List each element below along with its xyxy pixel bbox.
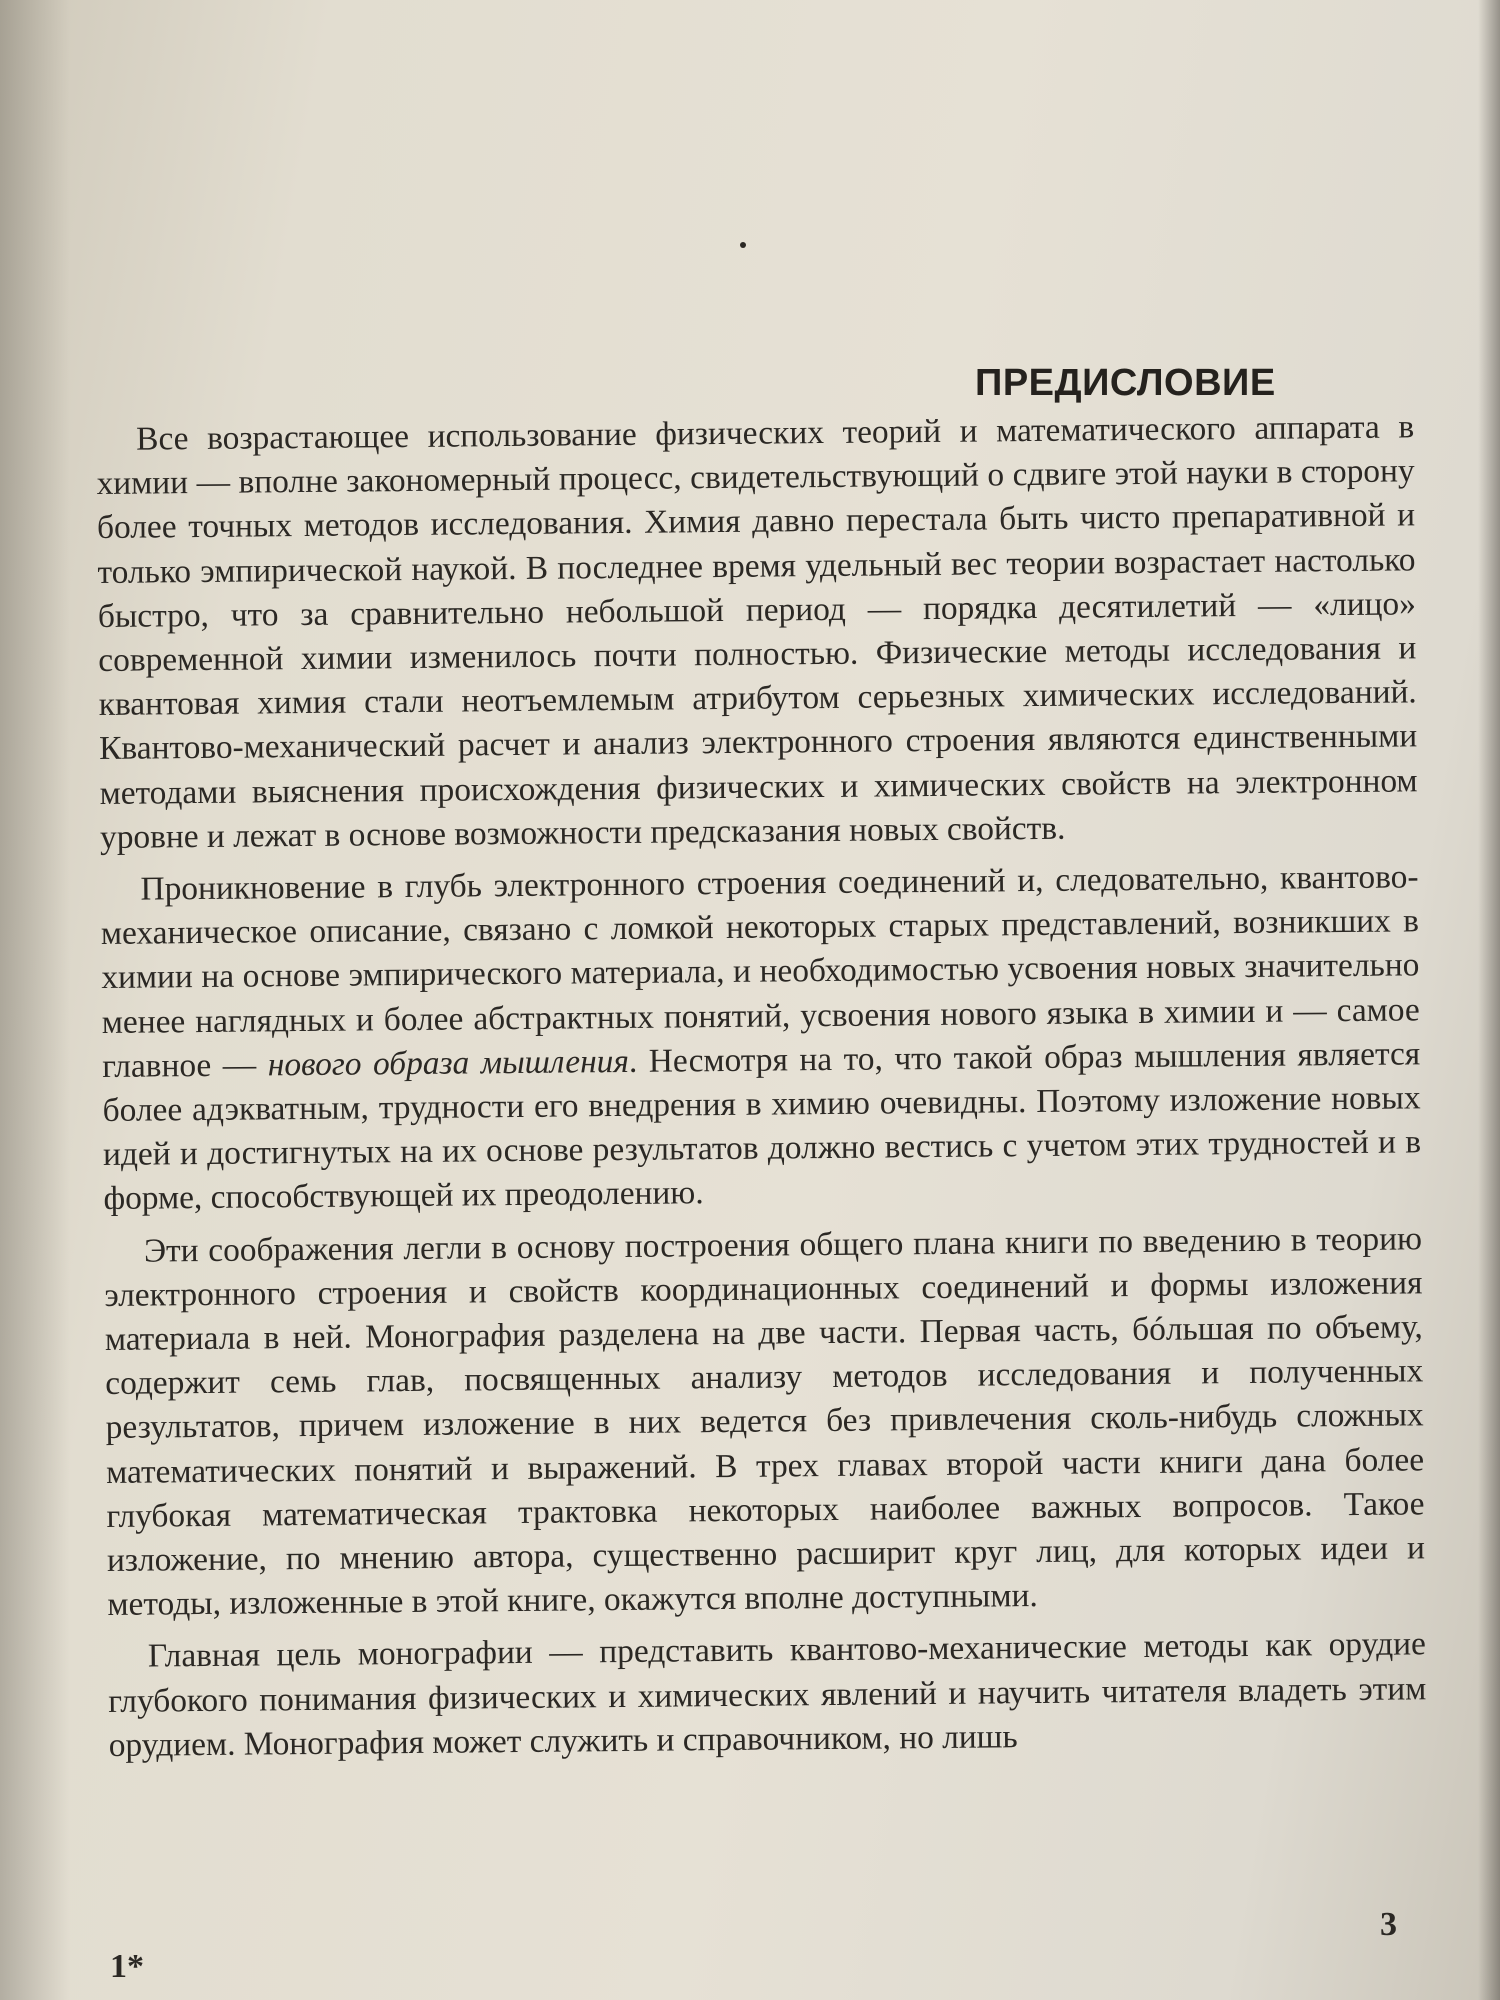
paragraph-1: Все возрастающее использование физических теорий и математического аппарата в химии — вполне закономерный процесс, свидетельствующий о сдвиге этой науки в сторону более точных методов исследования. Химия давно перестала быть чисто препаративной и только эмпирической наукой. В последнее время удельный вес теории возрастает настолько быстро, что за сравнительно небольшой период — порядка десятилетий — «лицо» современной химии изменилось почти полностью. Физические методы исследования и квантовая химия стали неотъемлемым атрибутом серьезных химических исследований. Квантово-механический расчет и анализ электронного строения являются единственными методами выяснения происхождения физических и химических свойств на электронном уровне и лежат в основе возможности предсказания новых свойств. <box>96 408 1418 856</box>
binding-shadow <box>0 0 70 2000</box>
ink-speck <box>740 242 746 248</box>
page-edge-shadow <box>1478 0 1500 2000</box>
paragraph-2 <box>100 855 1421 1221</box>
body-text <box>96 405 1427 1776</box>
paragraph-2-part-a: Проникновение в глубь электронного строения соединений и, следовательно, квантово-механическое описание, связано с ломкой некоторых старых представлений, возникших в химии на основе эмпирического материала, и необходимостью усвоения новых значительно менее наглядных и более абстрактных понятий, усвоения нового языка в химии и — самое главное — <box>100 858 1420 1085</box>
paragraph-3: Эти соображения легли в основу построения общего плана книги по введению в теорию электронного строения и свойств координационных соединений и формы изложения материала в ней. Монография разделена на две части. Первая часть, бóльшая по объему, содержит семь глав, посвященных анализу методов исследования и полученных результатов, причем изложение в них ведется без привлечения сколь-нибудь сложных математических понятий и выражений. В трех главах второй части книги дана более глубокая математическая трактовка некоторых наиболее важных вопросов. Такое изложение, по мнению автора, существенно расширит круг лиц, для которых идеи и методы, изложенные в этой книге, окажутся вполне доступными. <box>104 1219 1426 1624</box>
italic-phrase: нового образа мышления <box>267 1042 630 1084</box>
page-number: 3 <box>1380 1906 1397 1943</box>
paragraph-4: Главная цель монографии — представить квантово-механические методы как орудие глубокого понимания физических и химических явлений и научить читателя владеть этим орудием. Монография может служить и справочником, но лишь <box>108 1625 1427 1764</box>
signature-mark: 1* <box>110 1948 144 1985</box>
page-heading: ПРЕДИСЛОВИЕ <box>975 362 1276 404</box>
paragraph-2-part-b: . Несмотря на то, что такой образ мышления является более адэкватным, трудности его внедрения в химию очевидны. Поэтому изложение новых идей и достигнутых на их основе результатов должно вестись с учетом этих трудностей и в форме, способствующей их преодолению. <box>102 1035 1422 1218</box>
